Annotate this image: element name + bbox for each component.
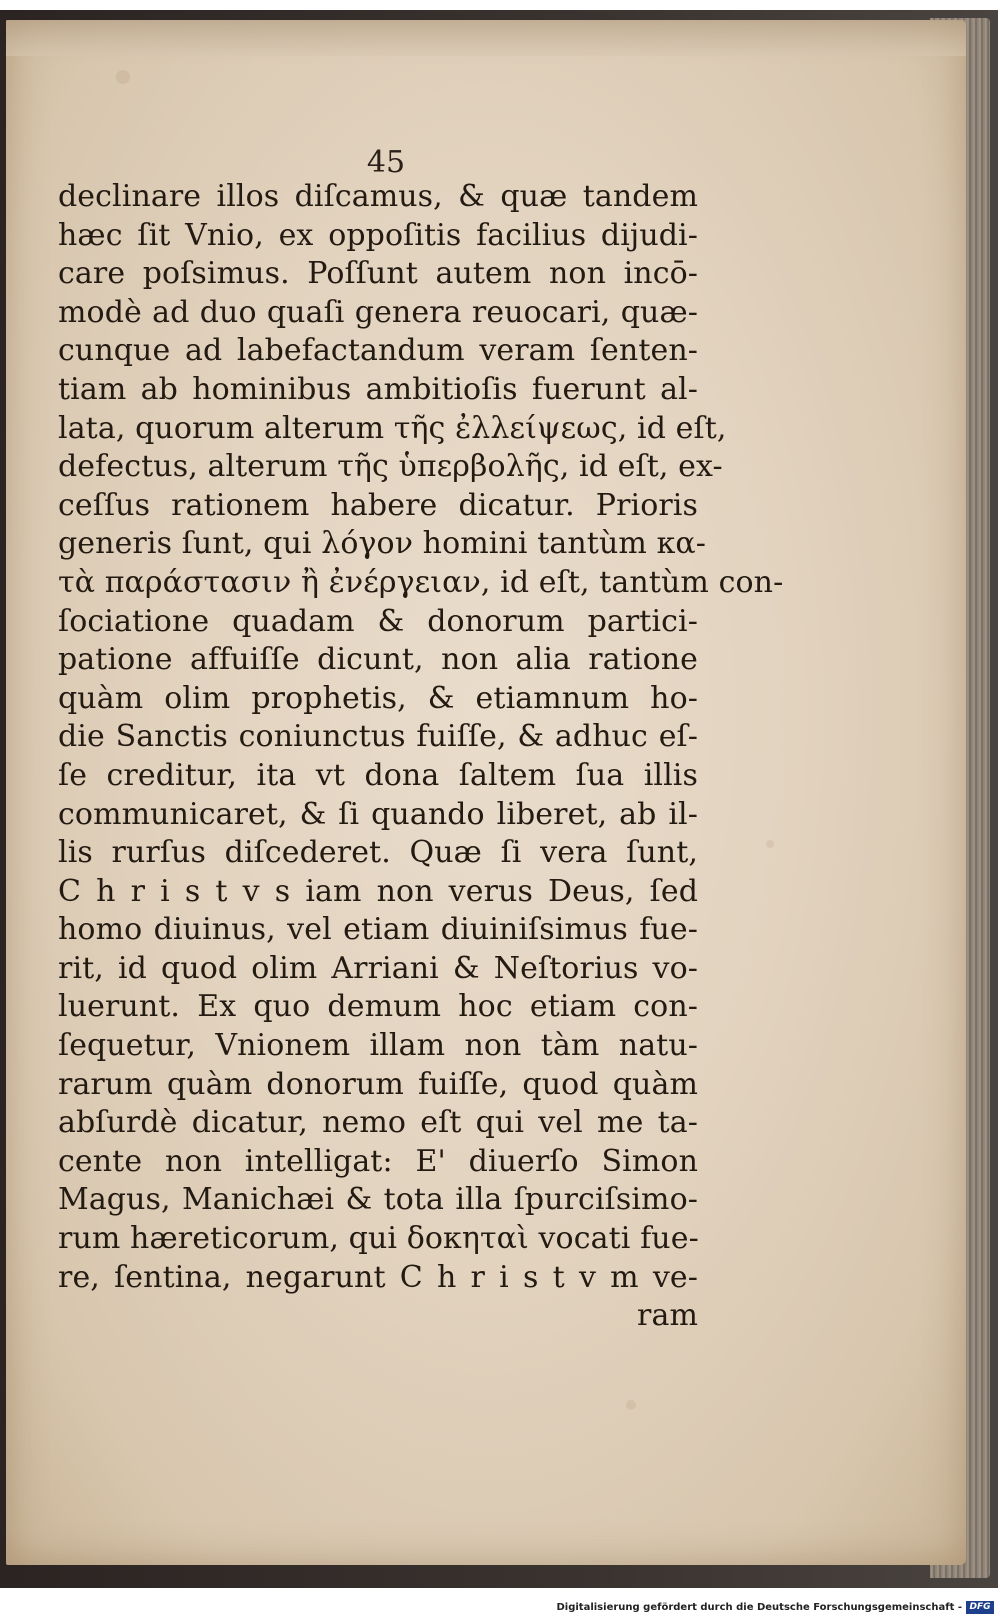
text-line: hæc ſit Vnio, ex oppoſitis facilius dijudi-: [58, 217, 698, 253]
text-line: ſociatione quadam & donorum partici-: [58, 603, 698, 639]
text-line: cunque ad labefactandum veram ſenten-: [58, 333, 698, 369]
text-line: patione affuiſſe dicunt, non alia ratione: [58, 642, 698, 678]
text-line: communicaret, & ſi quando liberet, ab il-: [58, 796, 698, 832]
book-page: [6, 20, 966, 1565]
text-line: quàm olim prophetis, & etiamnum ho-: [58, 680, 698, 716]
text-line: ſequetur, Vnionem illam non tàm natu-: [58, 1028, 698, 1064]
text-line: generis ſunt, qui λόγον homini tantùm κα-: [58, 526, 707, 562]
text-line: die Sanctis coniunctus fuiſſe, & adhuc eſ-: [58, 719, 698, 755]
text-line: C h r i s t v s iam non verus Deus, ſed: [58, 873, 698, 909]
body-text: [58, 178, 784, 1336]
text-line: rit, id quod olim Arriani & Neſtorius vo-: [58, 950, 698, 986]
text-line: ceſſus rationem habere dicatur. Prioris: [58, 487, 698, 523]
text-line: care poſsimus. Poſſunt autem non incō-: [58, 256, 698, 292]
text-line: ram: [637, 1298, 698, 1334]
text-line: Magus, Manichæi & tota illa ſpurciſsimo-: [58, 1182, 698, 1218]
page-top-edge: [6, 20, 966, 56]
text-line: luerunt. Ex quo demum hoc etiam con-: [58, 989, 698, 1025]
text-line: modè ad duo quaſi genera reuocari, quæ-: [58, 294, 698, 330]
text-line: ſe creditur, ita vt dona ſaltem ſua illis: [58, 757, 698, 793]
text-line: lis rurſus diſcederet. Quæ ſi vera ſunt,: [58, 835, 698, 871]
paper-stain: [766, 840, 774, 848]
text-line: re, ſentina, negarunt C h r i s t v m ve-: [58, 1259, 698, 1295]
text-line: lata, quorum alterum τῆς ἐλλείψεως, id eſt,: [58, 410, 727, 446]
text-line: τὰ παράστασιν ἢ ἐνέργειαν, id eſt, tantùm con-: [58, 564, 784, 600]
text-line: rarum quàm donorum fuiſſe, quod quàm: [58, 1066, 698, 1102]
digitization-credit: Digitalisierung gefördert durch die Deutsche Forschungsgemeinschaft -: [556, 1602, 962, 1613]
paper-stain: [626, 1400, 636, 1410]
text-line: cente non intelligat: E' diuerſo Simon: [58, 1143, 698, 1179]
paper-stain: [116, 70, 130, 84]
text-line: abſurdè dicatur, nemo eſt qui vel me ta-: [58, 1105, 698, 1141]
text-line: defectus, alterum τῆς ὑπερβολῆς, id eſt, ex-: [58, 449, 723, 485]
text-line: rum hæreticorum, qui δοκηταὶ vocati fue-: [58, 1221, 699, 1257]
footer-bar: [0, 1598, 1000, 1618]
text-line: declinare illos diſcamus, & quæ tandem: [58, 179, 698, 214]
page-number: 45: [366, 145, 406, 180]
dfg-logo: DFG: [966, 1601, 994, 1614]
text-line: tiam ab hominibus ambitioſis fuerunt al-: [58, 371, 698, 407]
text-line: homo diuinus, vel etiam diuiniſsimus fue-: [58, 912, 698, 948]
